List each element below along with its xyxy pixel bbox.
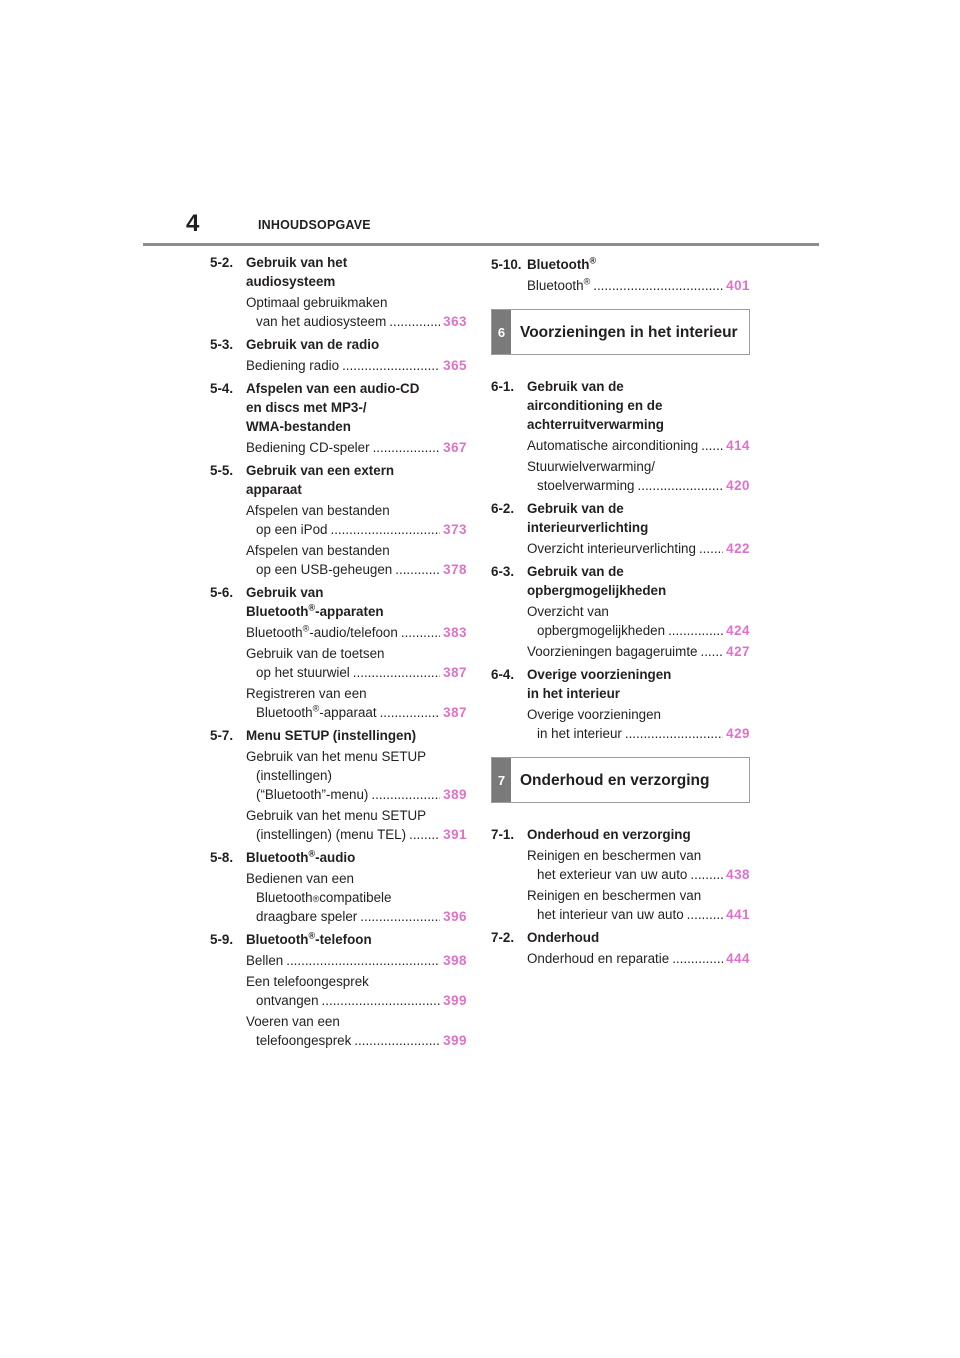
- chapter-number-tab: 6: [492, 310, 511, 354]
- page-link[interactable]: 441: [726, 907, 750, 922]
- section-title[interactable]: Gebruik van de interieurverlichting: [527, 501, 649, 535]
- section-title[interactable]: Menu SETUP (instellingen): [246, 728, 417, 743]
- toc-entry[interactable]: Gebruik van de toetsen op het stuurwiel ..... 387: [246, 644, 467, 682]
- toc-entry[interactable]: Voorzieningen bagageruimte ..... 427: [527, 642, 750, 661]
- page-link[interactable]: 363: [443, 314, 467, 329]
- section-title[interactable]: Overige voorzieningen in het interieur: [527, 667, 672, 701]
- toc-entry[interactable]: Bediening CD-speler ..... 367: [246, 438, 467, 457]
- section-number: 7-1.: [491, 827, 515, 842]
- section-number: 5-8.: [210, 850, 234, 865]
- chapter-title: Onderhoud en verzorging: [520, 771, 710, 789]
- toc-entry[interactable]: Bedienen van een Bluetooth ® compatibele draagbare speler ..... 396: [246, 869, 467, 926]
- chapter-heading-7[interactable]: [491, 757, 750, 803]
- toc-entry[interactable]: Een telefoongesprek ontvangen ..... 399: [246, 972, 467, 1010]
- toc-entry[interactable]: Overige voorzieningen in het interieur ..... 429: [527, 705, 750, 743]
- page-link[interactable]: 427: [726, 644, 750, 659]
- toc-entry[interactable]: Registreren van een Bluetooth®-apparaat ..... 387: [246, 684, 467, 722]
- section-number: 5-2.: [210, 255, 234, 270]
- section-number: 5-3.: [210, 337, 234, 352]
- page-link[interactable]: 365: [443, 358, 467, 373]
- section-title[interactable]: Onderhoud: [527, 930, 600, 945]
- toc-entry[interactable]: Bluetooth® ..... 401: [527, 276, 750, 295]
- toc-entry[interactable]: Overzicht interieurverlichting ..... 422: [527, 539, 750, 558]
- chapter-heading-6[interactable]: [491, 309, 750, 355]
- section-title[interactable]: Gebruik van het audiosysteem: [246, 255, 348, 289]
- section-number: 5-9.: [210, 932, 234, 947]
- page-link[interactable]: 429: [726, 726, 750, 741]
- section-title[interactable]: Bluetooth®: [527, 255, 597, 272]
- section-number: 6-2.: [491, 501, 515, 516]
- section-number: 5-6.: [210, 585, 234, 600]
- toc-section-5-4: [210, 379, 467, 457]
- toc-entry[interactable]: Gebruik van het menu SETUP (instellingen) (“Bluetooth”-menu) ..... 389: [246, 747, 467, 804]
- toc-left-column: [210, 253, 467, 1050]
- toc-entry[interactable]: Gebruik van het menu SETUP (instellingen) (menu TEL) ..... 391: [246, 806, 467, 844]
- section-title[interactable]: Gebruik van de airconditioning en de achterruitverwarming: [527, 379, 664, 432]
- toc-section-5-10: [491, 255, 750, 295]
- section-title[interactable]: Gebruik van Bluetooth®-apparaten: [246, 585, 384, 619]
- section-number: 5-10.: [491, 257, 522, 272]
- chapter-number-tab: 7: [492, 758, 511, 802]
- section-number: 5-4.: [210, 381, 234, 396]
- page-link[interactable]: 444: [726, 951, 750, 966]
- section-number: 5-5.: [210, 463, 234, 478]
- toc-entry[interactable]: Afspelen van bestanden op een iPod ..... 373: [246, 501, 467, 539]
- page-link[interactable]: 378: [443, 562, 467, 577]
- toc-entry[interactable]: Optimaal gebruikmaken van het audiosysteem ..... 363: [246, 293, 467, 331]
- section-title[interactable]: Gebruik van een extern apparaat: [246, 463, 395, 497]
- toc-section-5-6: [210, 583, 467, 722]
- page-link[interactable]: 396: [443, 909, 467, 924]
- section-number: 6-1.: [491, 379, 515, 394]
- page-link[interactable]: 424: [726, 623, 750, 638]
- page-link[interactable]: 398: [443, 953, 467, 968]
- section-number: 6-4.: [491, 667, 515, 682]
- section-title[interactable]: Gebruik van de opbergmogelijkheden: [527, 564, 667, 598]
- toc-section-5-2: [210, 253, 467, 331]
- section-title[interactable]: Bluetooth®-telefoon: [246, 930, 372, 947]
- page-link[interactable]: 399: [443, 1033, 467, 1048]
- page-link[interactable]: 414: [726, 438, 750, 453]
- toc-entry[interactable]: Onderhoud en reparatie ..... 444: [527, 949, 750, 968]
- toc-entry[interactable]: Bediening radio ..... 365: [246, 356, 467, 375]
- toc-section-6-4: [491, 665, 750, 743]
- toc-section-5-9: [210, 930, 467, 1050]
- page-link[interactable]: 387: [443, 705, 467, 720]
- section-title[interactable]: Gebruik van de radio: [246, 337, 380, 352]
- chapter-title: Voorzieningen in het interieur: [520, 323, 738, 341]
- section-number: 5-7.: [210, 728, 234, 743]
- page-header-title: INHOUDSOPGAVE: [258, 218, 371, 232]
- toc-section-5-5: [210, 461, 467, 579]
- page-link[interactable]: 367: [443, 440, 467, 455]
- toc-right-column: [491, 255, 750, 968]
- header-divider: [143, 243, 819, 246]
- page-link[interactable]: 373: [443, 522, 467, 537]
- page-link[interactable]: 387: [443, 665, 467, 680]
- section-title[interactable]: Afspelen van een audio-CD en discs met MP3-/ WMA-bestanden: [246, 381, 420, 434]
- page-link[interactable]: 438: [726, 867, 750, 882]
- page-link[interactable]: 383: [443, 625, 467, 640]
- toc-section-6-1: [491, 377, 750, 495]
- toc-entry[interactable]: Bellen ..... 398: [246, 951, 467, 970]
- toc-section-5-8: [210, 848, 467, 926]
- toc-section-5-7: [210, 726, 467, 844]
- section-title[interactable]: Onderhoud en verzorging: [527, 827, 691, 842]
- section-number: 7-2.: [491, 930, 515, 945]
- page-link[interactable]: 422: [726, 541, 750, 556]
- page-number: 4: [186, 210, 200, 237]
- toc-entry[interactable]: Afspelen van bestanden op een USB-geheugen ..... 378: [246, 541, 467, 579]
- page-link[interactable]: 399: [443, 993, 467, 1008]
- toc-section-6-2: [491, 499, 750, 558]
- toc-section-5-3: [210, 335, 467, 375]
- toc-entry[interactable]: Voeren van een telefoongesprek ..... 399: [246, 1012, 467, 1050]
- toc-section-6-3: [491, 562, 750, 661]
- page-link[interactable]: 420: [726, 478, 750, 493]
- toc-section-7-1: [491, 825, 750, 924]
- toc-entry[interactable]: Automatische airconditioning ..... 414: [527, 436, 750, 455]
- section-title[interactable]: Bluetooth®-audio: [246, 848, 356, 865]
- toc-entry[interactable]: Overzicht van opbergmogelijkheden ..... 424: [527, 602, 750, 640]
- toc-entry[interactable]: Reinigen en beschermen van het exterieur van uw auto ..... 438: [527, 846, 750, 884]
- page-link[interactable]: 389: [443, 787, 467, 802]
- toc-entry[interactable]: Bluetooth®-audio/telefoon ..... 383: [246, 623, 467, 642]
- toc-section-7-2: [491, 928, 750, 968]
- toc-entry[interactable]: Reinigen en beschermen van het interieur van uw auto ..... 441: [527, 886, 750, 924]
- page-link[interactable]: 401: [726, 278, 750, 293]
- page-link[interactable]: 391: [443, 827, 467, 842]
- section-number: 6-3.: [491, 564, 515, 579]
- toc-entry[interactable]: Stuurwielverwarming/ stoelverwarming ..... 420: [527, 457, 750, 495]
